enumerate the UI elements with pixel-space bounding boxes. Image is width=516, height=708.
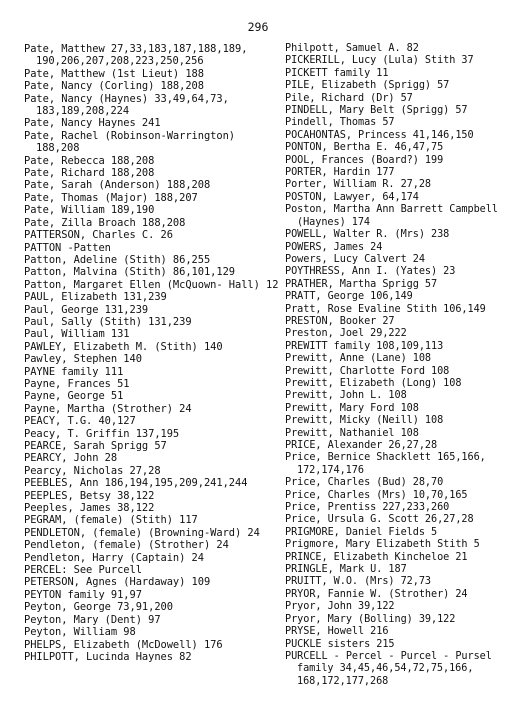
index-entry: PETERSON, Agnes (Hardaway) 109 (24, 576, 211, 589)
index-entry: PAYNE family 111 (24, 365, 124, 378)
index-entry: Prewitt, John L. 108 (285, 390, 407, 402)
index-entry: PRIGMORE, Daniel Fields 5 (285, 526, 438, 538)
index-entry: POSTON, Lawyer, 64,174 (285, 191, 419, 203)
index-entry: Powers, Lucy Calvert 24 (285, 253, 425, 265)
index-entry: Price, Bernice Shacklett 165,166, 172,174,176 (285, 452, 492, 476)
index-entry: Pate, Thomas (Major) 188,207 (24, 191, 198, 204)
index-entry: Patton, Malvina (Stith) 86,101,129 (24, 266, 235, 279)
index-entry: Prewitt, Charlotte Ford 108 (285, 365, 450, 377)
index-entry: Pate, Rachel (Robinson-Warrington) 188,208 (24, 129, 242, 155)
index-entry: Pendleton, Harry (Captain) 24 (24, 551, 204, 564)
index-column-left (24, 43, 282, 663)
index-entry: POWELL, Walter R. (Mrs) 238 (285, 229, 450, 241)
index-entry: Prewitt, Elizabeth (Long) 108 (285, 377, 462, 389)
index-entry: Pate, Nancy Haynes 241 (24, 117, 161, 130)
page-number: 296 (247, 20, 269, 34)
index-entry: Prewitt, Anne (Lane) 108 (285, 353, 432, 365)
index-entry: PEARCY, John 28 (24, 452, 118, 465)
index-entry: Payne, Martha (Strother) 24 (24, 402, 192, 415)
index-entry: PAUL, Elizabeth 131,239 (24, 291, 167, 304)
index-entry: PHELPS, Elizabeth (McDowell) 176 (24, 638, 223, 651)
index-entry: Pryor, John 39,122 (285, 601, 395, 613)
index-entry: Prewitt, Nathaniel 108 (285, 427, 419, 439)
index-entry: PRINCE, Elizabeth Kincheloe 21 (285, 551, 468, 563)
index-entry: Paul, Sally (Stith) 131,239 (24, 315, 192, 328)
index-entry: Pearcy, Nicholas 27,28 (24, 464, 161, 477)
index-entry: PRYOR, Fannie W. (Strother) 24 (285, 588, 468, 600)
index-entry: Price, Charles (Mrs) 10,70,165 (285, 489, 468, 501)
index-entry: POWERS, James 24 (285, 241, 383, 253)
index-entry: PREWITT family 108,109,113 (285, 340, 444, 352)
index-entry: PUCKLE sisters 215 (285, 638, 395, 650)
index-entry: PINDELL, Mary Belt (Sprigg) 57 (285, 105, 468, 117)
index-entry: PRINGLE, Mark U. 187 (285, 564, 407, 576)
index-entry: Pratt, Rose Evaline Stith 106,149 (285, 303, 486, 315)
index-entry: Price, Ursula G. Scott 26,27,28 (285, 514, 474, 526)
index-entry: PRATHER, Martha Sprigg 57 (285, 278, 438, 290)
index-entry: Preston, Joel 29,222 (285, 328, 407, 340)
index-entry: POCAHONTAS, Princess 41,146,150 (285, 129, 474, 141)
index-entry: PICKERILL, Lucy (Lula) Stith 37 (285, 55, 474, 67)
index-entry: POYTHRESS, Ann I. (Yates) 23 (285, 266, 456, 278)
index-entry: Pendleton, (female) (Strother) 24 (24, 539, 229, 552)
index-entry: Patton, Adeline (Stith) 86,255 (24, 253, 211, 266)
index-entry: Pate, Richard 188,208 (24, 167, 155, 180)
index-entry: Prewitt, Micky (Neill) 108 (285, 415, 444, 427)
index-entry: Pate, Matthew (1st Lieut) 188 (24, 67, 204, 80)
index-entry: PHILPOTT, Lucinda Haynes 82 (24, 650, 192, 663)
index-entry: Pawley, Stephen 140 (24, 353, 142, 366)
index-entry: Pate, Zilla Broach 188,208 (24, 216, 186, 229)
index-entry: Pindell, Thomas 57 (285, 117, 395, 129)
index-entry: Peyton, George 73,91,200 (24, 601, 173, 614)
index-entry: Peyton, William 98 (24, 626, 136, 639)
index-entry: PRATT, George 106,149 (285, 291, 413, 303)
index-entry: PICKETT family 11 (285, 67, 389, 79)
index-entry: PRYSE, Howell 216 (285, 626, 389, 638)
index-entry: Price, Prentiss 227,233,260 (285, 502, 450, 514)
index-entry: Peeples, James 38,122 (24, 502, 155, 515)
index-entry: PATTERSON, Charles C. 26 (24, 229, 173, 242)
index-entry: Paul, William 131 (24, 328, 130, 341)
index-entry: PEYTON family 91,97 (24, 588, 142, 601)
index-entry: Prewitt, Mary Ford 108 (285, 402, 419, 414)
index-entry: Poston, Martha Ann Barrett Campbell (Haynes) 174 (285, 204, 505, 228)
index-entry: Peacy, T. Griffin 137,195 (24, 427, 180, 440)
index-entry: Porter, William R. 27,28 (285, 179, 432, 191)
index-entry: PRESTON, Booker 27 (285, 315, 395, 327)
index-entry: Pate, Rebecca 188,208 (24, 154, 155, 167)
index-column-right (285, 43, 515, 688)
index-entry: Pate, Nancy (Haynes) 33,49,64,73, 183,189,208,224 (24, 92, 236, 118)
index-entry: PURCELL - Percel - Purcel - Pursel family 34,45,46,54,72,75,166, 168,172,177,268 (285, 650, 498, 687)
index-entry: Patton, Margaret Ellen (McQuown- Hall) 12 (24, 278, 279, 291)
index-entry: POOL, Frances (Board?) 199 (285, 154, 444, 166)
index-entry: PEGRAM, (female) (Stith) 117 (24, 514, 198, 527)
index-entry: PRUITT, W.O. (Mrs) 72,73 (285, 576, 432, 588)
index-entry: Pile, Richard (Dr) 57 (285, 92, 413, 104)
index-entry: Pate, Sarah (Anderson) 188,208 (24, 179, 211, 192)
index-entry: Pate, Matthew 27,33,183,187,188,189, 190,206,207,208,223,250,256 (24, 43, 254, 68)
index-entry: PERCEL: See Purcell (24, 564, 142, 577)
index-entry: Pryor, Mary (Bolling) 39,122 (285, 613, 456, 625)
index-entry: Paul, George 131,239 (24, 303, 149, 316)
index-entry: PEEPLES, Betsy 38,122 (24, 489, 155, 502)
index-entry: Philpott, Samuel A. 82 (285, 43, 419, 54)
index-entry: Prigmore, Mary Elizabeth Stith 5 (285, 539, 480, 551)
index-entry: Payne, Frances 51 (24, 377, 130, 390)
index-entry: Payne, George 51 (24, 390, 124, 403)
index-entry: PENDLETON, (female) (Browning-Ward) 24 (24, 526, 260, 539)
index-entry: PORTER, Hardin 177 (285, 167, 395, 179)
index-entry: PAWLEY, Elizabeth M. (Stith) 140 (24, 340, 223, 353)
index-entry: PATTON -Patten (24, 241, 111, 254)
index-entry: PEARCE, Sarah Sprigg 57 (24, 440, 167, 452)
index-entry: PONTON, Bertha E. 46,47,75 (285, 142, 444, 154)
index-entry: Pate, Nancy (Corling) 188,208 (24, 80, 204, 93)
index-entry: Pate, William 189,190 (24, 204, 155, 217)
index-entry: Peyton, Mary (Dent) 97 (24, 613, 161, 626)
index-entry: PEACY, T.G. 40,127 (24, 415, 136, 428)
index-entry: PRICE, Alexander 26,27,28 (285, 440, 438, 451)
index-entry: Price, Charles (Bud) 28,70 (285, 477, 444, 489)
index-entry: PILE, Elizabeth (Sprigg) 57 (285, 80, 450, 92)
index-entry: PEEBLES, Ann 186,194,195,209,241,244 (24, 477, 248, 490)
